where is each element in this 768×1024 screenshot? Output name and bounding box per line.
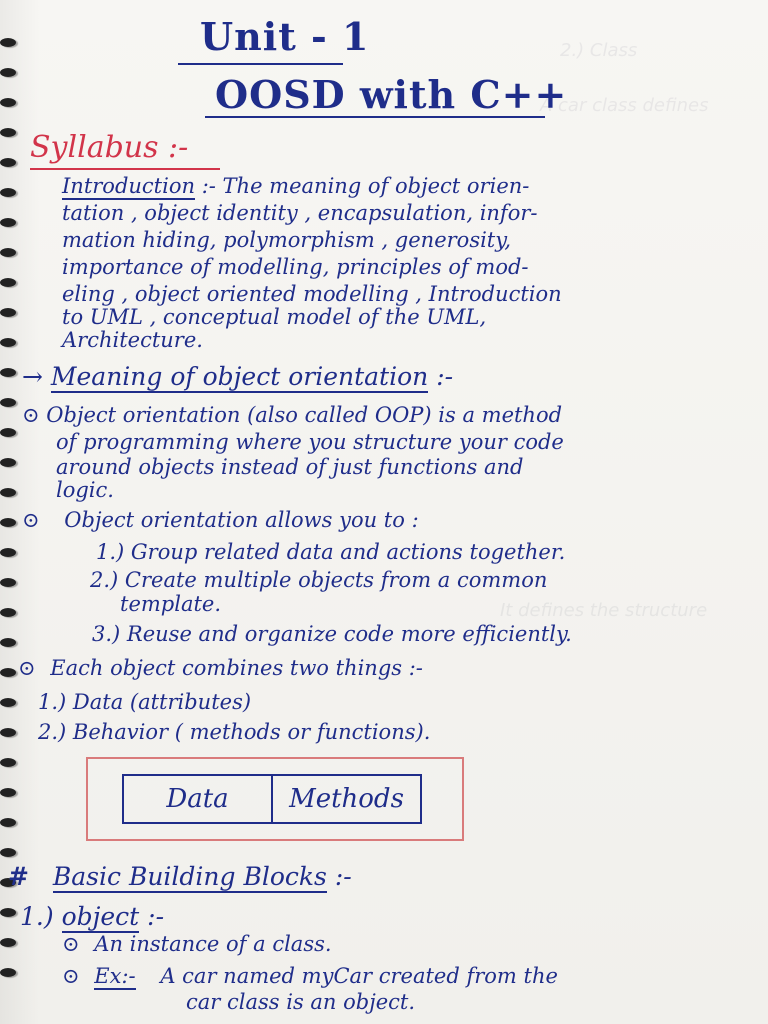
intro-separator: :- xyxy=(201,174,216,198)
example-label: Ex:- xyxy=(94,964,136,988)
bullet-icon: ⊙ xyxy=(62,964,80,988)
bleed-through: It defines the structure xyxy=(500,600,708,621)
bleed-through: 2.) Class xyxy=(560,40,638,61)
bullet-icon: ⊙ xyxy=(22,403,40,427)
arrow-icon: → xyxy=(22,362,43,391)
hash-icon: # xyxy=(8,862,29,891)
para-2-intro-text: Object orientation allows you to : xyxy=(64,508,419,532)
bullet-icon: ⊙ xyxy=(18,656,36,680)
para-1-line-1 xyxy=(22,403,562,428)
syllabus-underline xyxy=(30,168,220,170)
para-3-intro xyxy=(18,656,423,681)
syllabus-heading: Syllabus :- xyxy=(30,130,189,165)
para-3-intro-text: Each object combines two things :- xyxy=(50,656,423,680)
object-last-line: car class is an object. xyxy=(186,990,416,1014)
object-number: 1.) xyxy=(20,902,54,931)
page-title-unit: Unit - 1 xyxy=(200,14,370,59)
object-point-2 xyxy=(62,964,558,989)
para-1-line: around objects instead of just functions and xyxy=(56,455,524,479)
intro-line: importance of modelling, principles of mod- xyxy=(62,255,529,279)
building-blocks-heading xyxy=(8,862,352,891)
box-cell-methods: Methods xyxy=(271,776,420,822)
intro-line: to UML , conceptual model of the UML, xyxy=(62,305,487,329)
intro-line: Architecture. xyxy=(62,328,203,352)
intro-line-1 xyxy=(62,174,529,199)
object-heading-text: object xyxy=(61,902,140,931)
intro-text: The meaning of object orien- xyxy=(222,174,530,198)
intro-line: eling , object oriented modelling , Introduction xyxy=(62,282,562,306)
intro-label: Introduction xyxy=(62,174,195,198)
object-point-1 xyxy=(62,932,332,957)
para-3-item: 1.) Data (attributes) xyxy=(38,690,252,714)
meaning-heading xyxy=(22,362,453,391)
para-2-item: 3.) Reuse and organize code more efficiently. xyxy=(92,622,572,646)
para-2-item: template. xyxy=(120,592,222,616)
intro-line: mation hiding, polymorphism , generosity, xyxy=(62,228,511,252)
building-blocks-suffix: :- xyxy=(334,862,352,891)
page-title-subject: OOSD with C++ xyxy=(215,72,568,117)
para-2-intro xyxy=(22,508,419,533)
meaning-heading-suffix: :- xyxy=(436,362,454,391)
bullet-icon: ⊙ xyxy=(62,932,80,956)
building-blocks-text: Basic Building Blocks xyxy=(52,862,327,891)
object-point-text: A car named myCar created from the xyxy=(160,964,558,988)
title-underline xyxy=(178,63,343,65)
subject-underline xyxy=(205,116,545,118)
para-3-item: 2.) Behavior ( methods or functions). xyxy=(38,720,431,744)
para-2-item: 2.) Create multiple objects from a common xyxy=(90,568,548,592)
para-1-line: of programming where you structure your code xyxy=(56,430,564,454)
object-heading xyxy=(20,902,164,931)
intro-line: tation , object identity , encapsulation, infor- xyxy=(62,201,538,225)
para-1-text: Object orientation (also called OOP) is a method xyxy=(46,403,563,427)
para-1-line: logic. xyxy=(56,478,114,502)
box-cell-data: Data xyxy=(166,784,229,814)
para-2-item: 1.) Group related data and actions together. xyxy=(96,540,566,564)
bullet-icon: ⊙ xyxy=(22,508,40,532)
object-heading-suffix: :- xyxy=(147,902,165,931)
data-methods-inner-box xyxy=(122,774,422,824)
object-point-text: An instance of a class. xyxy=(94,932,332,956)
bleed-through: A car class defines xyxy=(540,95,709,116)
meaning-heading-text: Meaning of object orientation xyxy=(50,362,429,391)
